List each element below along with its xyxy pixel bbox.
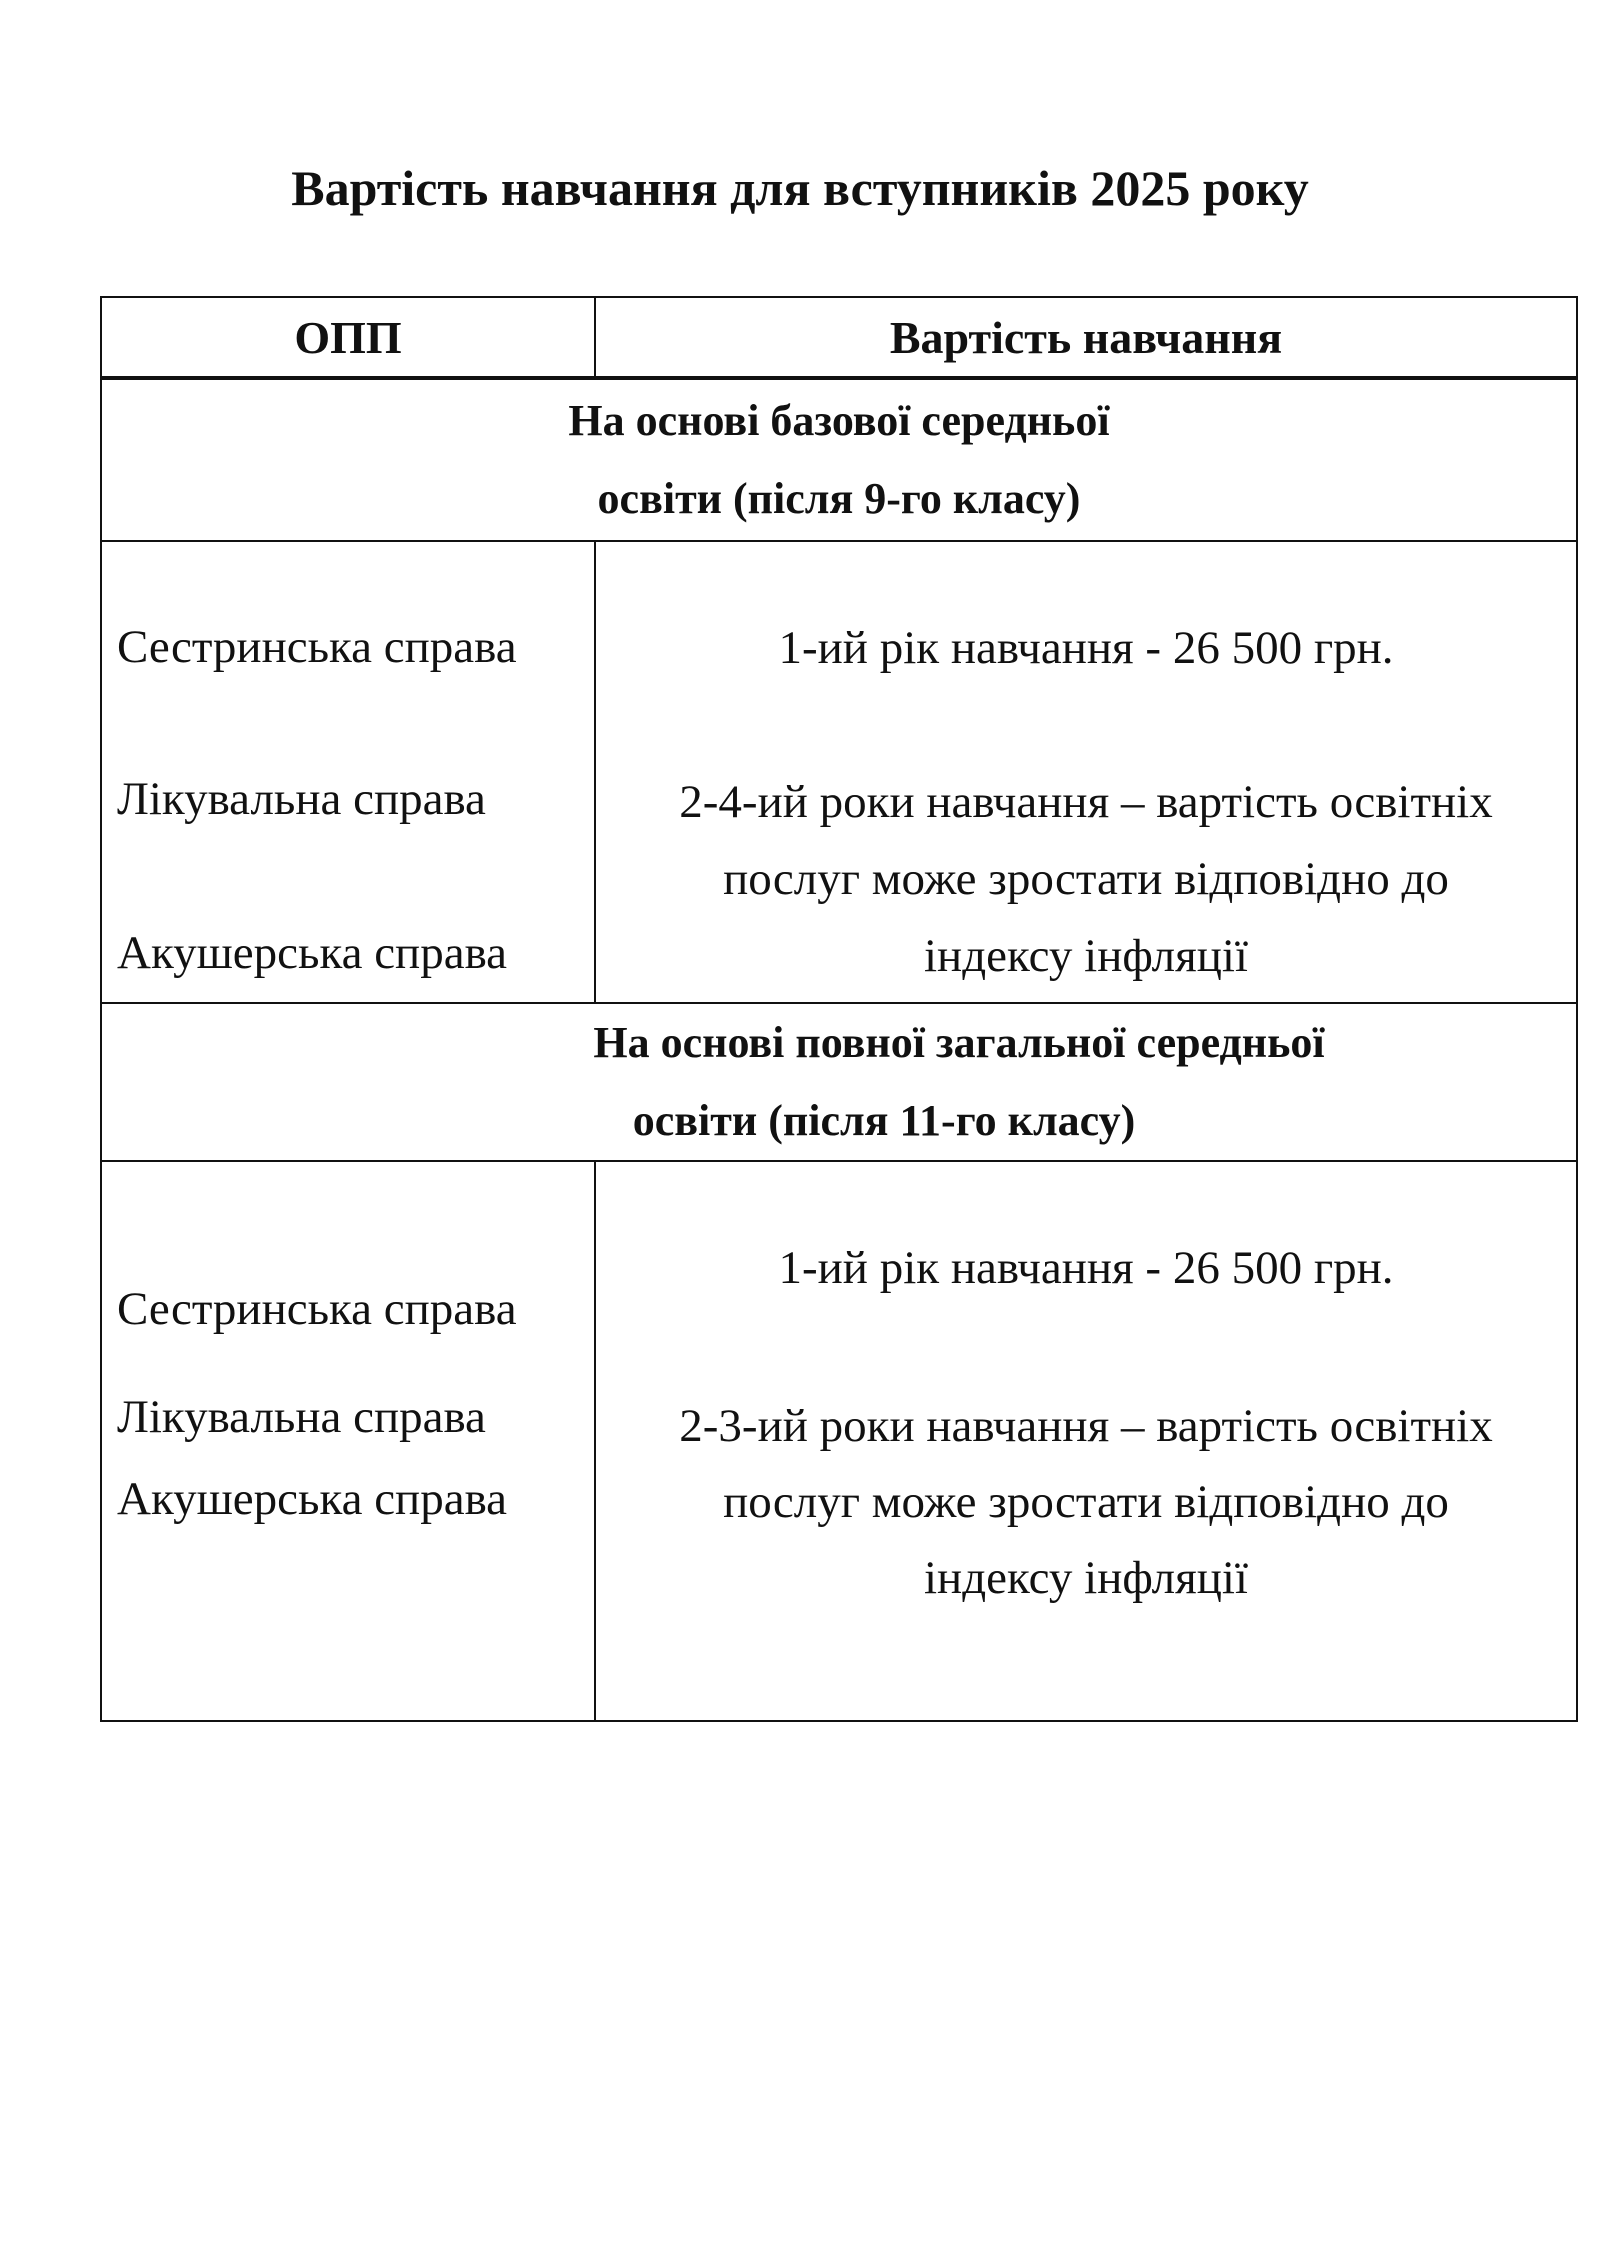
cost-cell (595, 541, 1577, 1003)
section-heading-line: На основі базової середньої (568, 396, 1110, 445)
program-name: Акушерська справа (117, 927, 507, 979)
cost-next-years: індексу інфляції (924, 1552, 1248, 1604)
cost-first-year: 1-ий рік навчання - 26 500 грн. (778, 622, 1394, 674)
document-title: Вартість навчання для вступників 2025 року (291, 160, 1309, 216)
section-heading-full (101, 1003, 1577, 1161)
cost-next-years: індексу інфляції (924, 930, 1248, 982)
table-row (101, 541, 1577, 1003)
program-name: Лікувальна справа (117, 1391, 486, 1443)
section-heading-line: освіти (після 11-го класу) (632, 1096, 1136, 1145)
header-opp: ОПП (101, 297, 595, 378)
cost-next-years: 2-3-ий роки навчання – вартість освітніх (679, 1400, 1493, 1452)
cost-first-year: 1-ий рік навчання - 26 500 грн. (778, 1242, 1394, 1294)
program-name: Лікувальна справа (117, 773, 486, 825)
section-heading-basic (101, 378, 1577, 541)
cost-next-years: послуг може зростати відповідно до (723, 1476, 1449, 1528)
program-name: Сестринська справа (117, 1283, 517, 1335)
cost-next-years: послуг може зростати відповідно до (723, 853, 1449, 905)
table-row (101, 1161, 1577, 1721)
program-name: Акушерська справа (117, 1473, 507, 1525)
header-cost: Вартість навчання (595, 297, 1577, 378)
cost-next-years: 2-4-ий роки навчання – вартість освітніх (679, 776, 1493, 828)
programs-cell (101, 541, 595, 1003)
table-header-row (101, 297, 1577, 378)
programs-cell (101, 1161, 595, 1721)
cost-cell (595, 1161, 1577, 1721)
program-name: Сестринська справа (117, 621, 517, 673)
section-heading-line: освіти (після 9-го класу) (597, 474, 1081, 523)
tuition-table (100, 296, 1578, 1722)
section-heading-line: На основі повної загальної середньої (593, 1018, 1325, 1067)
